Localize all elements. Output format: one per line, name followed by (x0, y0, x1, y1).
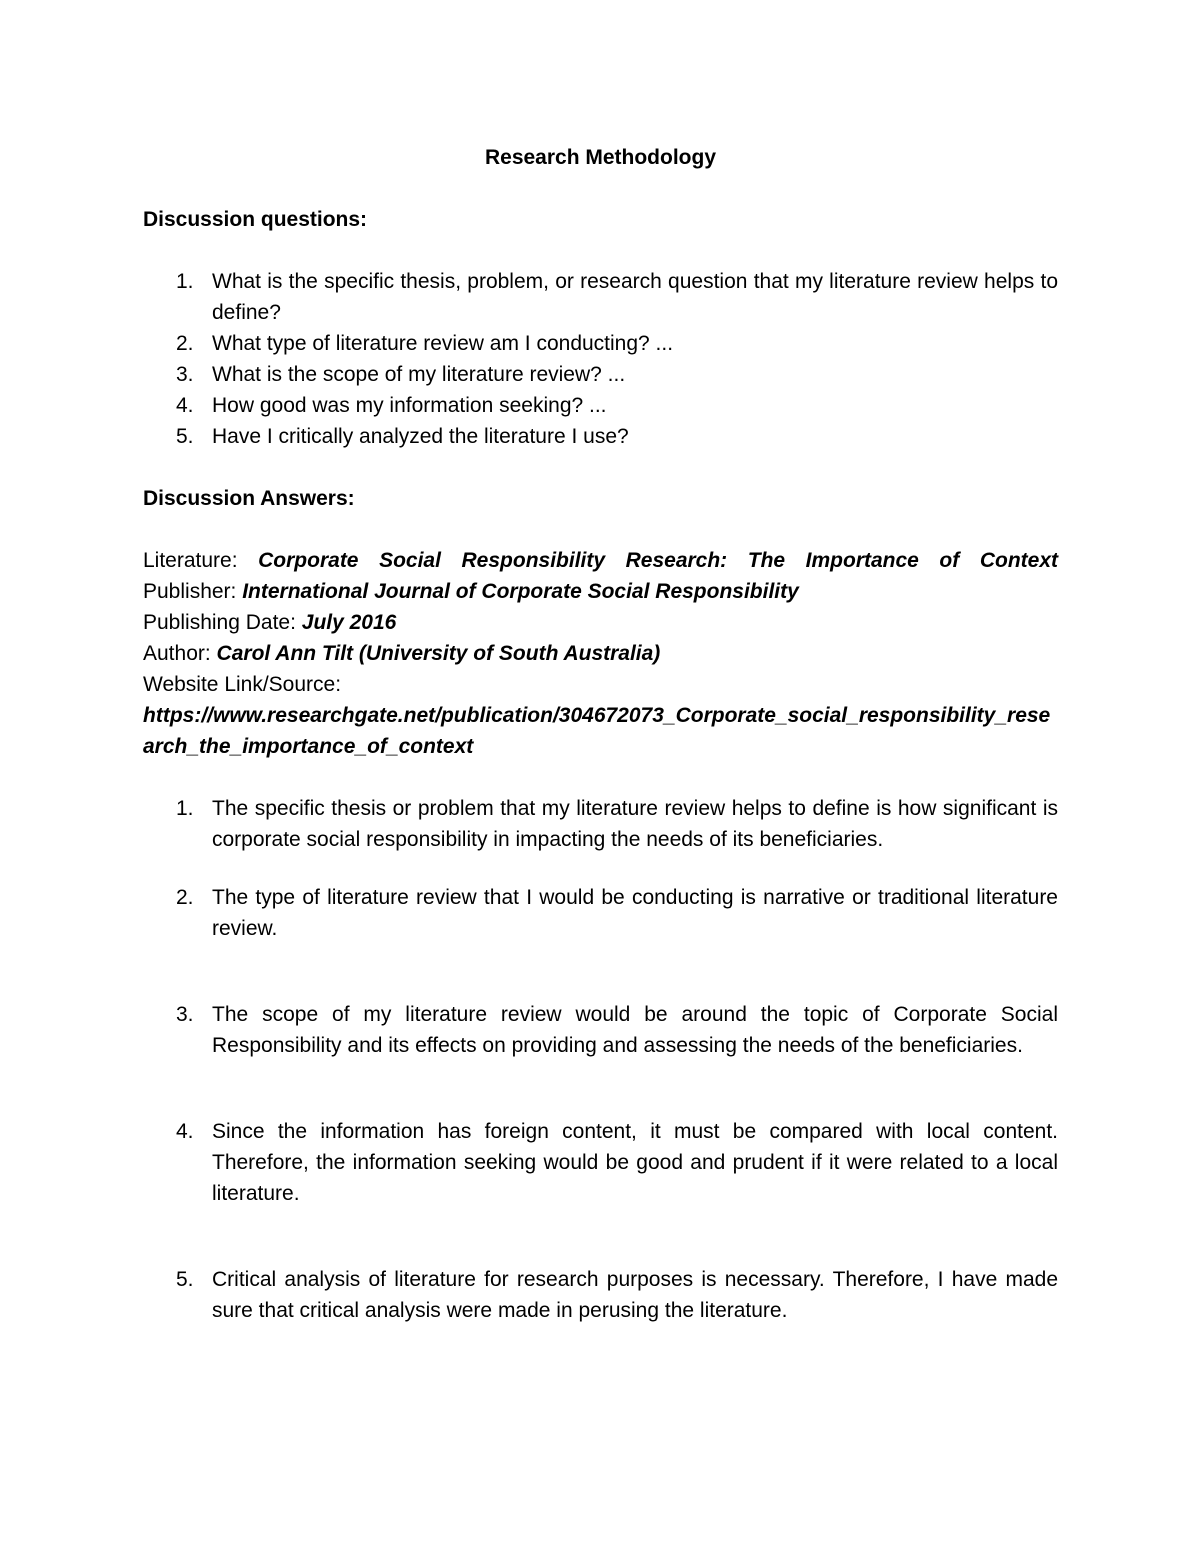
question-number: 1. (176, 270, 194, 293)
literature-line (143, 545, 1058, 576)
publisher-value: International Journal of Corporate Social Responsibility (242, 580, 799, 603)
literature-label: Literature: (143, 549, 259, 572)
publisher-line (143, 576, 1058, 607)
answer-item (143, 999, 1058, 1061)
publishing-date-line (143, 607, 1058, 638)
question-number: 4. (176, 394, 194, 417)
author-value: Carol Ann Tilt (University of South Australia) (216, 642, 661, 665)
answer-item (143, 882, 1058, 944)
questions-list (143, 266, 1058, 452)
answer-item (143, 1264, 1058, 1326)
answer-text: The specific thesis or problem that my literature review helps to define is how significant is corporate social responsibility in impacting the needs of its beneficiaries. (212, 797, 1058, 851)
answer-text: Critical analysis of literature for research purposes is necessary. Therefore, I have made sure that critical analysis were made in perusing the literature. (212, 1268, 1058, 1322)
link-label: Website Link/Source: (143, 673, 342, 696)
question-text: What type of literature review am I conducting? ... (212, 332, 674, 355)
answer-item (143, 1116, 1058, 1209)
publishing-date-value: July 2016 (301, 611, 397, 634)
answer-text: The type of literature review that I would be conducting is narrative or traditional literature review. (212, 886, 1058, 940)
answer-number: 2. (176, 886, 194, 909)
question-item (143, 328, 1058, 359)
publishing-date-label: Publishing Date: (143, 611, 302, 634)
page-title: Research Methodology (484, 146, 717, 169)
question-item (143, 359, 1058, 390)
question-text: What is the specific thesis, problem, or research question that my literature review helps to define? (212, 270, 1058, 324)
question-item (143, 266, 1058, 328)
question-number: 2. (176, 332, 194, 355)
document-body (143, 142, 1058, 1326)
question-item (143, 421, 1058, 452)
question-number: 3. (176, 363, 194, 386)
question-text: What is the scope of my literature review? ... (212, 363, 626, 386)
answer-item (143, 793, 1058, 855)
question-item (143, 390, 1058, 421)
question-number: 5. (176, 425, 194, 448)
answer-text: The scope of my literature review would be around the topic of Corporate Social Responsibility and its effects on providing and assessing the needs of the beneficiaries. (212, 1003, 1058, 1057)
author-label: Author: (143, 642, 217, 665)
source-link[interactable]: https://www.researchgate.net/publication/304672073_Corporate_social_responsibility_research_the_importance_of_context (143, 704, 1051, 758)
answer-number: 4. (176, 1120, 194, 1143)
literature-value: Corporate Social Responsibility Research: The Importance of Context (258, 549, 1059, 572)
publisher-label: Publisher: (143, 580, 243, 603)
questions-heading: Discussion questions: (143, 208, 368, 231)
question-text: Have I critically analyzed the literature I use? (212, 425, 629, 448)
question-text: How good was my information seeking? ... (212, 394, 607, 417)
answer-text: Since the information has foreign content, it must be compared with local content. Therefore, the information seeking would be good and prudent if it were related to a local literature. (212, 1120, 1058, 1205)
answer-number: 3. (176, 1003, 194, 1026)
answer-number: 5. (176, 1268, 194, 1291)
answer-number: 1. (176, 797, 194, 820)
answers-list (143, 793, 1058, 1326)
answers-heading: Discussion Answers: (143, 487, 355, 510)
author-line (143, 638, 1058, 669)
